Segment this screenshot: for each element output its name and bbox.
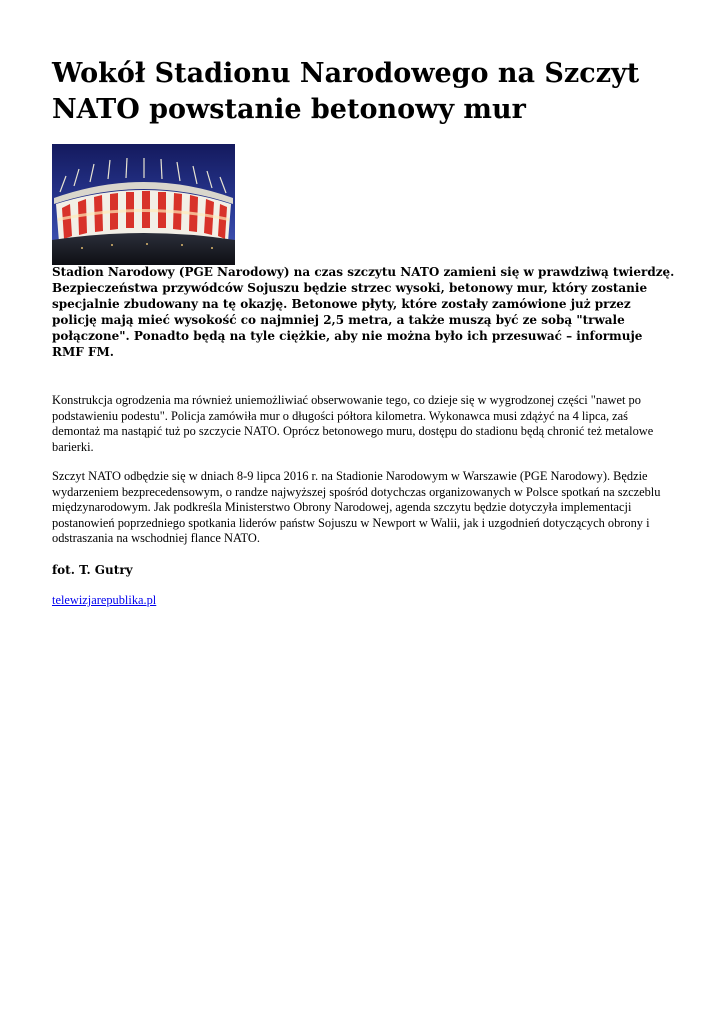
stadium-photo [52, 144, 235, 265]
article-lead: Stadion Narodowy (PGE Narodowy) na czas szczytu NATO zamieni się w prawdziwą twierdzę. Bezpieczeństwa przywódców Sojuszu będzie strzec wysoki, betonowy mur, który zostanie specjalnie zbudowany na tę okazję. Betonowe płyty, które zostały zamówione już przez policję mają mieć wysokość co najmniej 2,5 metra, a także muszą być ze sobą "trwale połączone". Ponadto będą na tyle ciężkie, aby nie można było ich przesuwać – informuje RMF FM. [52, 265, 675, 359]
source-link[interactable]: telewizjarepublika.pl [52, 593, 157, 607]
article-paragraph: Szczyt NATO odbędzie się w dniach 8-9 lipca 2016 r. na Stadionie Narodowym w Warszawie (PGE Narodowy). Będzie wydarzeniem bezprecedensowym, o randze najwyższej spośród dotychczas organizowanych w Polsce spotkań na szczeblu międzynarodowym. Jak podkreśla Ministerstwo Obrony Narodowej, agenda szczytu będzie dotyczyła implementacji postanowień poprzedniego spotkania liderów państw Sojuszu w Newport w Walii, jak i uzgodnień dotyczących obrony i odstraszania na wschodniej flance NATO. [52, 469, 661, 545]
photo-credit: fot. T. Gutry [52, 563, 133, 577]
article-paragraph: Konstrukcja ogrodzenia ma również uniemożliwiać obserwowanie tego, co dzieje się w wygrodzonej części "nawet po podstawieniu podestu". Policja zamówiła mur o długości półtora kilometra. Wykonawca musi zdążyć na 4 lipca, zaś demontaż ma nastąpić tuż po szczycie NATO. Oprócz betonowego muru, dostępu do stadionu będą chronić też metalowe barierki. [52, 393, 654, 454]
article-title: Wokół Stadionu Narodowego na Szczyt NATO powstanie betonowy mur [52, 58, 640, 125]
